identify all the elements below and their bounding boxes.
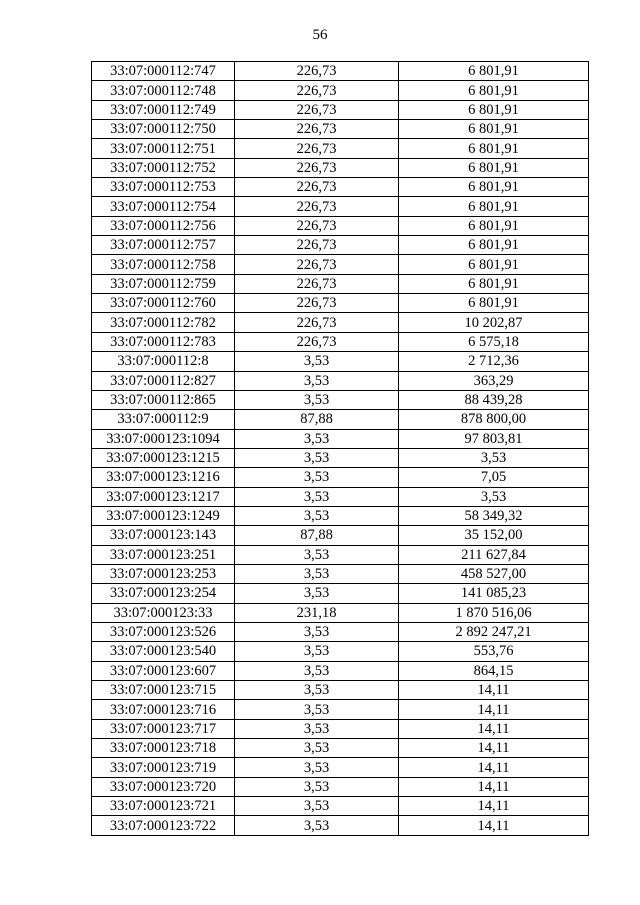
rate-cell: 3,53: [235, 681, 399, 700]
value-cell: 6 801,91: [399, 81, 589, 100]
cadastral-number-cell: 33:07:000112:754: [92, 197, 235, 216]
cadastral-number-cell: 33:07:000123:721: [92, 797, 235, 816]
cadastral-number-cell: 33:07:000123:526: [92, 622, 235, 641]
cadastral-number-cell: 33:07:000112:747: [92, 62, 235, 81]
cadastral-number-cell: 33:07:000123:1215: [92, 448, 235, 467]
cadastral-number-cell: 33:07:000112:827: [92, 371, 235, 390]
table-row: [92, 62, 589, 81]
cadastral-number-cell: 33:07:000112:757: [92, 236, 235, 255]
cadastral-number-cell: 33:07:000112:759: [92, 274, 235, 293]
rate-cell: 3,53: [235, 390, 399, 409]
cadastral-number-cell: 33:07:000112:760: [92, 294, 235, 313]
value-cell: 3,53: [399, 448, 589, 467]
table-row: [92, 448, 589, 467]
value-cell: 553,76: [399, 642, 589, 661]
rate-cell: 3,53: [235, 584, 399, 603]
rate-cell: 231,18: [235, 603, 399, 622]
rate-cell: 226,73: [235, 313, 399, 332]
table-row: [92, 120, 589, 139]
value-cell: 14,11: [399, 797, 589, 816]
table-row: [92, 603, 589, 622]
value-cell: 6 801,91: [399, 178, 589, 197]
table-row: [92, 816, 589, 835]
cadastral-number-cell: 33:07:000123:1094: [92, 429, 235, 448]
rate-cell: 226,73: [235, 158, 399, 177]
table-row: [92, 100, 589, 119]
cadastral-number-cell: 33:07:000123:33: [92, 603, 235, 622]
cadastral-number-cell: 33:07:000123:540: [92, 642, 235, 661]
cadastral-number-cell: 33:07:000112:8: [92, 352, 235, 371]
value-cell: 6 801,91: [399, 139, 589, 158]
value-cell: 6 801,91: [399, 197, 589, 216]
cadastral-number-cell: 33:07:000112:9: [92, 410, 235, 429]
table-row: [92, 719, 589, 738]
table-row: [92, 739, 589, 758]
value-cell: 6 801,91: [399, 294, 589, 313]
rate-cell: 3,53: [235, 352, 399, 371]
cadastral-number-cell: 33:07:000112:749: [92, 100, 235, 119]
cadastral-number-cell: 33:07:000112:750: [92, 120, 235, 139]
rate-cell: 226,73: [235, 62, 399, 81]
table-row: [92, 236, 589, 255]
rate-cell: 3,53: [235, 429, 399, 448]
rate-cell: 3,53: [235, 797, 399, 816]
table-row: [92, 274, 589, 293]
value-cell: 878 800,00: [399, 410, 589, 429]
value-cell: 6 801,91: [399, 120, 589, 139]
value-cell: 7,05: [399, 468, 589, 487]
table-row: [92, 545, 589, 564]
cadastral-number-cell: 33:07:000112:782: [92, 313, 235, 332]
rate-cell: 226,73: [235, 255, 399, 274]
table-row: [92, 216, 589, 235]
value-cell: 6 801,91: [399, 255, 589, 274]
value-cell: 14,11: [399, 681, 589, 700]
cadastral-number-cell: 33:07:000112:753: [92, 178, 235, 197]
value-cell: 14,11: [399, 816, 589, 835]
rate-cell: 226,73: [235, 294, 399, 313]
value-cell: 97 803,81: [399, 429, 589, 448]
cadastral-number-cell: 33:07:000112:748: [92, 81, 235, 100]
rate-cell: 87,88: [235, 410, 399, 429]
value-cell: 14,11: [399, 739, 589, 758]
cadastral-number-cell: 33:07:000123:253: [92, 564, 235, 583]
value-cell: 6 575,18: [399, 332, 589, 351]
value-cell: 211 627,84: [399, 545, 589, 564]
value-cell: 6 801,91: [399, 100, 589, 119]
rate-cell: 3,53: [235, 816, 399, 835]
cadastral-number-cell: 33:07:000123:715: [92, 681, 235, 700]
rate-cell: 87,88: [235, 526, 399, 545]
cadastral-number-cell: 33:07:000112:752: [92, 158, 235, 177]
value-cell: 2 712,36: [399, 352, 589, 371]
cadastral-number-cell: 33:07:000123:143: [92, 526, 235, 545]
rate-cell: 3,53: [235, 487, 399, 506]
table-row: [92, 777, 589, 796]
table-row: [92, 390, 589, 409]
value-cell: 6 801,91: [399, 158, 589, 177]
rate-cell: 3,53: [235, 739, 399, 758]
value-cell: 88 439,28: [399, 390, 589, 409]
value-cell: 2 892 247,21: [399, 622, 589, 641]
cadastral-number-cell: 33:07:000123:251: [92, 545, 235, 564]
value-cell: 864,15: [399, 661, 589, 680]
cadastral-number-cell: 33:07:000112:756: [92, 216, 235, 235]
table-row: [92, 178, 589, 197]
rate-cell: 3,53: [235, 700, 399, 719]
rate-cell: 3,53: [235, 468, 399, 487]
value-cell: 3,53: [399, 487, 589, 506]
cadastral-number-cell: 33:07:000123:722: [92, 816, 235, 835]
cadastral-number-cell: 33:07:000123:719: [92, 758, 235, 777]
table-row: [92, 758, 589, 777]
value-cell: 58 349,32: [399, 506, 589, 525]
table-row: [92, 681, 589, 700]
rate-cell: 226,73: [235, 236, 399, 255]
value-cell: 14,11: [399, 719, 589, 738]
table-body: [92, 62, 589, 836]
value-cell: 10 202,87: [399, 313, 589, 332]
cadastral-number-cell: 33:07:000123:720: [92, 777, 235, 796]
table-row: [92, 642, 589, 661]
value-cell: 363,29: [399, 371, 589, 390]
value-cell: 141 085,23: [399, 584, 589, 603]
rate-cell: 226,73: [235, 178, 399, 197]
table-row: [92, 506, 589, 525]
table-row: [92, 313, 589, 332]
table-row: [92, 429, 589, 448]
table-row: [92, 352, 589, 371]
cadastral-number-cell: 33:07:000123:718: [92, 739, 235, 758]
cadastral-number-cell: 33:07:000123:716: [92, 700, 235, 719]
value-cell: 6 801,91: [399, 236, 589, 255]
cadastral-number-cell: 33:07:000123:254: [92, 584, 235, 603]
rate-cell: 3,53: [235, 506, 399, 525]
rate-cell: 3,53: [235, 661, 399, 680]
rate-cell: 226,73: [235, 81, 399, 100]
rate-cell: 3,53: [235, 371, 399, 390]
table-row: [92, 700, 589, 719]
cadastral-number-cell: 33:07:000112:751: [92, 139, 235, 158]
value-cell: 6 801,91: [399, 62, 589, 81]
table-row: [92, 255, 589, 274]
rate-cell: 3,53: [235, 448, 399, 467]
value-cell: 35 152,00: [399, 526, 589, 545]
rate-cell: 226,73: [235, 332, 399, 351]
cadastral-number-cell: 33:07:000112:865: [92, 390, 235, 409]
table-row: [92, 584, 589, 603]
data-table: [91, 61, 589, 836]
table-row: [92, 371, 589, 390]
value-cell: 6 801,91: [399, 216, 589, 235]
value-cell: 1 870 516,06: [399, 603, 589, 622]
cadastral-number-cell: 33:07:000123:1217: [92, 487, 235, 506]
rate-cell: 226,73: [235, 274, 399, 293]
table-row: [92, 332, 589, 351]
rate-cell: 3,53: [235, 642, 399, 661]
cadastral-number-cell: 33:07:000123:1249: [92, 506, 235, 525]
rate-cell: 226,73: [235, 120, 399, 139]
table-row: [92, 139, 589, 158]
value-cell: 14,11: [399, 777, 589, 796]
cadastral-number-cell: 33:07:000123:607: [92, 661, 235, 680]
rate-cell: 3,53: [235, 758, 399, 777]
rate-cell: 3,53: [235, 719, 399, 738]
cadastral-number-cell: 33:07:000123:1216: [92, 468, 235, 487]
table-row: [92, 158, 589, 177]
cadastral-number-cell: 33:07:000112:783: [92, 332, 235, 351]
value-cell: 6 801,91: [399, 274, 589, 293]
value-cell: 458 527,00: [399, 564, 589, 583]
table-row: [92, 564, 589, 583]
rate-cell: 226,73: [235, 100, 399, 119]
rate-cell: 3,53: [235, 622, 399, 641]
rate-cell: 3,53: [235, 564, 399, 583]
table-row: [92, 468, 589, 487]
table-row: [92, 661, 589, 680]
table-row: [92, 410, 589, 429]
rate-cell: 226,73: [235, 139, 399, 158]
cadastral-number-cell: 33:07:000112:758: [92, 255, 235, 274]
value-cell: 14,11: [399, 700, 589, 719]
rate-cell: 3,53: [235, 777, 399, 796]
table-row: [92, 797, 589, 816]
rate-cell: 226,73: [235, 197, 399, 216]
rate-cell: 3,53: [235, 545, 399, 564]
table-row: [92, 487, 589, 506]
table-row: [92, 197, 589, 216]
table-row: [92, 526, 589, 545]
value-cell: 14,11: [399, 758, 589, 777]
table-row: [92, 622, 589, 641]
cadastral-number-cell: 33:07:000123:717: [92, 719, 235, 738]
rate-cell: 226,73: [235, 216, 399, 235]
table-row: [92, 294, 589, 313]
page-number: 56: [312, 27, 328, 43]
table-row: [92, 81, 589, 100]
